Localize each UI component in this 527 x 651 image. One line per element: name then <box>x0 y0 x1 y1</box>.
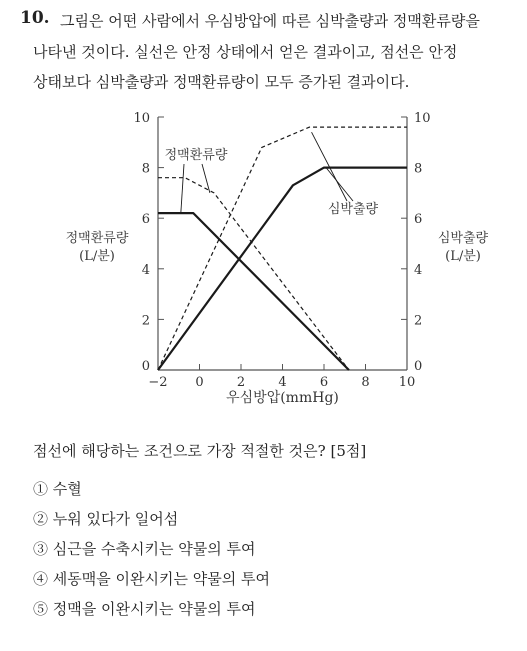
question-number: 10. <box>20 8 50 28</box>
option-5[interactable]: ⑤ 정맥을 이완시키는 약물의 투여 <box>33 600 256 618</box>
x-tick-label: 4 <box>278 375 287 390</box>
question-text-line-3: 상태보다 심박출량과 정맥환류량이 모두 증가된 결과이다. <box>33 73 410 91</box>
y-right-tick-label: 4 <box>414 262 423 278</box>
x-tick-label: 6 <box>319 375 329 390</box>
y-right-tick-label: 0 <box>414 359 423 374</box>
cardiac-output-solid-line <box>158 168 407 370</box>
venous-return-leader-line <box>181 164 184 213</box>
y-left-axis-label: 정맥환류량 <box>65 231 129 246</box>
x-tick-label: −2 <box>148 375 168 390</box>
y-left-tick-label: 4 <box>141 262 150 278</box>
y-right-tick-label: 8 <box>414 161 423 177</box>
y-right-tick-label: 10 <box>414 111 431 126</box>
venous-return-solid-line <box>158 213 349 370</box>
chart <box>0 105 527 415</box>
option-2[interactable]: ② 누워 있다가 일어섬 <box>33 510 179 528</box>
cardiac-output-annotation: 심박출량 <box>327 202 379 217</box>
cardiac-output-leader-line <box>326 168 353 201</box>
y-left-axis-unit: (L/분) <box>79 249 115 264</box>
y-left-tick-label: 2 <box>141 313 150 329</box>
x-tick-label: 2 <box>236 375 246 390</box>
y-left-tick-label: 6 <box>141 212 150 228</box>
y-right-axis-unit: (L/분) <box>445 249 481 264</box>
y-right-axis-label: 심박출량 <box>437 231 489 246</box>
venous-return-annotation: 정맥환류량 <box>164 148 228 163</box>
x-tick-label: 0 <box>195 375 204 390</box>
y-left-tick-label: 0 <box>141 359 150 374</box>
x-tick-label: 8 <box>361 375 370 390</box>
y-right-tick-label: 6 <box>414 212 423 228</box>
cardiac-output-dashed-line <box>158 127 407 370</box>
question-text-line-1: 그림은 어떤 사람에서 우심방압에 따른 심박출량과 정맥환류량을 <box>60 12 480 30</box>
option-1[interactable]: ① 수혈 <box>33 480 82 498</box>
y-right-tick-label: 2 <box>414 313 423 329</box>
x-axis-label: 우심방압(mmHg) <box>226 390 339 406</box>
option-4[interactable]: ④ 세동맥을 이완시키는 약물의 투여 <box>33 570 270 588</box>
question-prompt: 점선에 해당하는 조건으로 가장 적절한 것은? [5점] <box>33 442 367 460</box>
question-text-line-2: 나타낸 것이다. 실선은 안정 상태에서 얻은 결과이고, 점선은 안정 <box>33 43 458 61</box>
option-3[interactable]: ③ 심근을 수축시키는 약물의 투여 <box>33 540 256 558</box>
y-left-tick-label: 10 <box>133 111 150 126</box>
y-left-tick-label: 8 <box>141 161 150 177</box>
x-tick-label: 10 <box>398 375 416 390</box>
